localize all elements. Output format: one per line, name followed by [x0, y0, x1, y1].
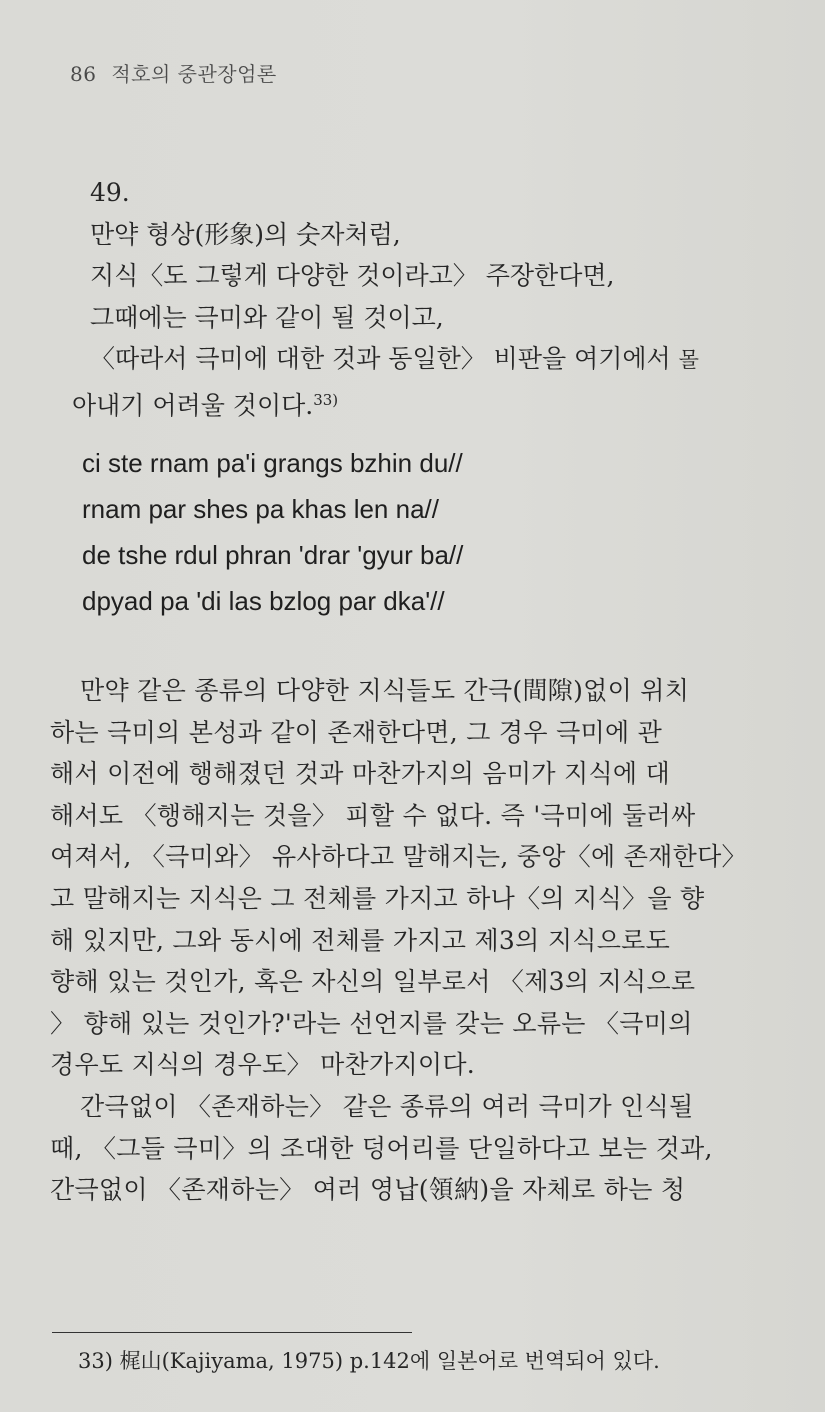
commentary-line: 하는 극미의 본성과 같이 존재한다면, 그 경우 극미에 관: [50, 717, 663, 747]
tibetan-verse: [82, 440, 802, 624]
running-head: [70, 58, 277, 87]
tibetan-line: rnam par shes pa khas len na//: [82, 494, 439, 524]
footnote-rule: [52, 1332, 412, 1333]
verse-line: 그때에는 극미와 같이 될 것이고,: [90, 302, 444, 332]
commentary-text: [50, 670, 785, 1211]
commentary-line: 경우도 지식의 경우도〉 마찬가지이다.: [50, 1050, 476, 1080]
commentary-line: 간극없이 〈존재하는〉 같은 종류의 여러 극미가 인식될: [80, 1091, 694, 1121]
verse-line: 만약 형상(形象)의 숫자처럼,: [90, 219, 401, 249]
verse-line: [72, 380, 800, 422]
commentary-line: 향해 있는 것인가, 혹은 자신의 일부로서 〈제3의 지식으로: [50, 967, 696, 997]
tibetan-line: dpyad pa 'di las bzlog par dka'//: [82, 586, 445, 616]
commentary-line: 해 있지만, 그와 동시에 전체를 가지고 제3의 지식으로도: [50, 925, 671, 955]
commentary-line: 간극없이 〈존재하는〉 여러 영납(領納)을 자체로 하는 청: [50, 1175, 686, 1205]
commentary-line: 여져서, 〈극미와〉 유사하다고 말해지는, 중앙〈에 존재한다〉: [50, 842, 747, 872]
verse-line-text: 〈따라서 극미에 대한 것과 동일한〉 비판을 여기에서: [90, 344, 671, 373]
commentary-line: 만약 같은 종류의 다양한 지식들도 간극(間隙)없이 위치: [80, 676, 690, 705]
commentary-line: 해서 이전에 행해졌던 것과 마찬가지의 음미가 지식에 대: [50, 759, 671, 789]
verse-line-text: 아내기 어려울 것이다.: [72, 390, 314, 420]
verse-block: [72, 172, 800, 421]
tibetan-line: de tshe rdul phran 'drar 'gyur ba//: [82, 540, 464, 570]
tibetan-line: ci ste rnam pa'i grangs bzhin du//: [82, 448, 463, 478]
page-number: 86: [70, 62, 97, 86]
commentary-line: 때, 〈그들 극미〉의 조대한 덩어리를 단일하다고 보는 것과,: [50, 1133, 713, 1163]
verse-line: 지식〈도 그렇게 다양한 것이라고〉 주장한다면,: [90, 261, 615, 290]
commentary-line: 해서도 〈행해지는 것을〉 피할 수 없다. 즉 '극미에 둘러싸: [50, 800, 696, 830]
commentary-line: 고 말해지는 지식은 그 전체를 가지고 하나〈의 지식〉을 향: [50, 883, 705, 913]
footnote-ref: 33): [313, 390, 339, 409]
verse-line-wrap: 몰: [678, 348, 699, 372]
commentary-line: 〉 향해 있는 것인가?'라는 선언지를 갖는 오류는 〈극미의: [50, 1008, 693, 1038]
verse-number: 49.: [90, 178, 130, 207]
footnote: 33) 梶山(Kajiyama, 1975) p.142에 일본어로 번역되어 있다.: [78, 1349, 660, 1373]
verse-line: [80, 338, 800, 380]
book-title: 적호의 중관장엄론: [111, 62, 277, 86]
